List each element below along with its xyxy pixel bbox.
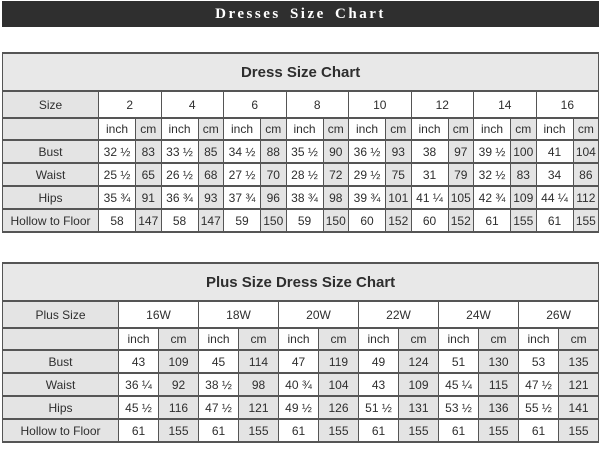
size-row-label: Plus Size	[3, 301, 119, 328]
inch-value-cell: 61	[536, 209, 573, 232]
unit-cm-cell: cm	[136, 118, 162, 140]
inch-value-cell: 61	[519, 419, 559, 442]
inch-value-cell: 53 ½	[439, 396, 479, 419]
unit-inch-cell: inch	[99, 118, 136, 140]
inch-value-cell: 61	[359, 419, 399, 442]
cm-value-cell: 105	[448, 186, 474, 209]
inch-value-cell: 61	[279, 419, 319, 442]
cm-value-cell: 155	[511, 209, 537, 232]
row-label-cell: Waist	[3, 373, 119, 396]
inch-value-cell: 60	[411, 209, 448, 232]
inch-value-cell: 25 ½	[99, 163, 136, 186]
cm-value-cell: 155	[159, 419, 199, 442]
table-title-row	[3, 53, 599, 91]
cm-value-cell: 141	[559, 396, 599, 419]
size-value-cell: 22W	[359, 301, 439, 328]
cm-value-cell: 121	[239, 396, 279, 419]
cm-value-cell: 114	[239, 350, 279, 373]
unit-inch-cell: inch	[536, 118, 573, 140]
unit-cm-cell: cm	[559, 328, 599, 350]
cm-value-cell: 131	[399, 396, 439, 419]
inch-value-cell: 37 ¾	[224, 186, 261, 209]
cm-value-cell: 109	[511, 186, 537, 209]
unit-row	[3, 118, 599, 140]
cm-value-cell: 155	[559, 419, 599, 442]
unit-inch-cell: inch	[279, 328, 319, 350]
inch-value-cell: 47 ½	[199, 396, 239, 419]
cm-value-cell: 68	[198, 163, 224, 186]
size-value-cell: 10	[349, 91, 412, 118]
size-value-cell: 20W	[279, 301, 359, 328]
cm-value-cell: 104	[319, 373, 359, 396]
size-value-cell: 16	[536, 91, 599, 118]
unit-inch-cell: inch	[474, 118, 511, 140]
cm-value-cell: 147	[198, 209, 224, 232]
inch-value-cell: 45 ¼	[439, 373, 479, 396]
dress-size-chart-table	[2, 52, 599, 233]
unit-inch-cell: inch	[359, 328, 399, 350]
unit-inch-cell: inch	[199, 328, 239, 350]
plus-size-dress-size-chart-table	[2, 262, 599, 443]
size-value-cell: 16W	[119, 301, 199, 328]
inch-value-cell: 61	[119, 419, 159, 442]
cm-value-cell: 112	[573, 186, 599, 209]
cm-value-cell: 91	[136, 186, 162, 209]
cm-value-cell: 150	[261, 209, 287, 232]
unit-cm-cell: cm	[239, 328, 279, 350]
inch-value-cell: 47	[279, 350, 319, 373]
page-title-bar	[2, 1, 599, 27]
measurement-row	[3, 419, 599, 442]
inch-value-cell: 36 ¾	[161, 186, 198, 209]
inch-value-cell: 42 ¾	[474, 186, 511, 209]
inch-value-cell: 44 ¼	[536, 186, 573, 209]
size-row	[3, 301, 599, 328]
size-value-cell: 18W	[199, 301, 279, 328]
cm-value-cell: 152	[448, 209, 474, 232]
cm-value-cell: 98	[239, 373, 279, 396]
cm-value-cell: 155	[399, 419, 439, 442]
inch-value-cell: 59	[224, 209, 261, 232]
cm-value-cell: 101	[386, 186, 412, 209]
cm-value-cell: 155	[319, 419, 359, 442]
unit-inch-cell: inch	[161, 118, 198, 140]
cm-value-cell: 86	[573, 163, 599, 186]
cm-value-cell: 152	[386, 209, 412, 232]
inch-value-cell: 38 ¾	[286, 186, 323, 209]
inch-value-cell: 39 ½	[474, 140, 511, 163]
unit-inch-cell: inch	[411, 118, 448, 140]
inch-value-cell: 35 ½	[286, 140, 323, 163]
unit-cm-cell: cm	[386, 118, 412, 140]
size-value-cell: 26W	[519, 301, 599, 328]
inch-value-cell: 61	[474, 209, 511, 232]
inch-value-cell: 36 ½	[349, 140, 386, 163]
inch-value-cell: 34	[536, 163, 573, 186]
cm-value-cell: 121	[559, 373, 599, 396]
cm-value-cell: 97	[448, 140, 474, 163]
inch-value-cell: 36 ¼	[119, 373, 159, 396]
cm-value-cell: 115	[479, 373, 519, 396]
inch-value-cell: 31	[411, 163, 448, 186]
cm-value-cell: 65	[136, 163, 162, 186]
measurement-row	[3, 373, 599, 396]
inch-value-cell: 38	[411, 140, 448, 163]
inch-value-cell: 29 ½	[349, 163, 386, 186]
size-value-cell: 4	[161, 91, 224, 118]
cm-value-cell: 155	[239, 419, 279, 442]
cm-value-cell: 126	[319, 396, 359, 419]
inch-value-cell: 32 ½	[99, 140, 136, 163]
cm-value-cell: 155	[479, 419, 519, 442]
unit-inch-cell: inch	[349, 118, 386, 140]
cm-value-cell: 88	[261, 140, 287, 163]
inch-value-cell: 59	[286, 209, 323, 232]
inch-value-cell: 53	[519, 350, 559, 373]
row-label-cell: Waist	[3, 163, 99, 186]
unit-cm-cell: cm	[479, 328, 519, 350]
inch-value-cell: 49	[359, 350, 399, 373]
measurement-row	[3, 396, 599, 419]
size-value-cell: 24W	[439, 301, 519, 328]
cm-value-cell: 147	[136, 209, 162, 232]
row-label-cell: Hips	[3, 186, 99, 209]
inch-value-cell: 51 ½	[359, 396, 399, 419]
unit-cm-cell: cm	[261, 118, 287, 140]
cm-value-cell: 155	[573, 209, 599, 232]
unit-cm-cell: cm	[319, 328, 359, 350]
cm-value-cell: 135	[559, 350, 599, 373]
cm-value-cell: 75	[386, 163, 412, 186]
unit-cm-cell: cm	[511, 118, 537, 140]
cm-value-cell: 93	[198, 186, 224, 209]
inch-value-cell: 41 ¼	[411, 186, 448, 209]
unit-cm-cell: cm	[573, 118, 599, 140]
inch-value-cell: 60	[349, 209, 386, 232]
cm-value-cell: 130	[479, 350, 519, 373]
row-label-cell: Bust	[3, 140, 99, 163]
inch-value-cell: 51	[439, 350, 479, 373]
inch-value-cell: 43	[119, 350, 159, 373]
cm-value-cell: 150	[323, 209, 349, 232]
size-value-cell: 14	[474, 91, 537, 118]
row-label-cell: Hips	[3, 396, 119, 419]
page-title: Dresses Size Chart	[215, 6, 386, 22]
cm-value-cell: 85	[198, 140, 224, 163]
cm-value-cell: 70	[261, 163, 287, 186]
cm-value-cell: 92	[159, 373, 199, 396]
unit-cm-cell: cm	[448, 118, 474, 140]
inch-value-cell: 61	[199, 419, 239, 442]
inch-value-cell: 45	[199, 350, 239, 373]
cm-value-cell: 96	[261, 186, 287, 209]
unit-cm-cell: cm	[399, 328, 439, 350]
row-label-cell: Hollow to Floor	[3, 419, 119, 442]
inch-value-cell: 47 ½	[519, 373, 559, 396]
cm-value-cell: 93	[386, 140, 412, 163]
inch-value-cell: 28 ½	[286, 163, 323, 186]
cm-value-cell: 124	[399, 350, 439, 373]
size-value-cell: 6	[224, 91, 287, 118]
cm-value-cell: 90	[323, 140, 349, 163]
measurement-row	[3, 209, 599, 232]
size-value-cell: 8	[286, 91, 349, 118]
inch-value-cell: 58	[99, 209, 136, 232]
unit-cm-cell: cm	[159, 328, 199, 350]
size-value-cell: 2	[99, 91, 162, 118]
unit-row	[3, 328, 599, 350]
inch-value-cell: 26 ½	[161, 163, 198, 186]
measurement-row	[3, 140, 599, 163]
unit-inch-cell: inch	[286, 118, 323, 140]
cm-value-cell: 136	[479, 396, 519, 419]
inch-value-cell: 33 ½	[161, 140, 198, 163]
measurement-row	[3, 163, 599, 186]
inch-value-cell: 40 ¾	[279, 373, 319, 396]
measurement-row	[3, 186, 599, 209]
table-title: Plus Size Dress Size Chart	[3, 263, 599, 301]
inch-value-cell: 38 ½	[199, 373, 239, 396]
cm-value-cell: 109	[159, 350, 199, 373]
measurement-row	[3, 350, 599, 373]
size-row	[3, 91, 599, 118]
cm-value-cell: 83	[511, 163, 537, 186]
cm-value-cell: 119	[319, 350, 359, 373]
cm-value-cell: 79	[448, 163, 474, 186]
inch-value-cell: 58	[161, 209, 198, 232]
cm-value-cell: 72	[323, 163, 349, 186]
inch-value-cell: 35 ¾	[99, 186, 136, 209]
inch-value-cell: 41	[536, 140, 573, 163]
unit-inch-cell: inch	[519, 328, 559, 350]
inch-value-cell: 34 ½	[224, 140, 261, 163]
unit-row-spacer	[3, 328, 119, 350]
unit-cm-cell: cm	[323, 118, 349, 140]
unit-row-spacer	[3, 118, 99, 140]
unit-inch-cell: inch	[224, 118, 261, 140]
unit-inch-cell: inch	[439, 328, 479, 350]
row-label-cell: Bust	[3, 350, 119, 373]
inch-value-cell: 45 ½	[119, 396, 159, 419]
inch-value-cell: 39 ¾	[349, 186, 386, 209]
cm-value-cell: 100	[511, 140, 537, 163]
inch-value-cell: 43	[359, 373, 399, 396]
cm-value-cell: 83	[136, 140, 162, 163]
cm-value-cell: 109	[399, 373, 439, 396]
table-title: Dress Size Chart	[3, 53, 599, 91]
table-title-row	[3, 263, 599, 301]
cm-value-cell: 116	[159, 396, 199, 419]
cm-value-cell: 98	[323, 186, 349, 209]
unit-inch-cell: inch	[119, 328, 159, 350]
inch-value-cell: 32 ½	[474, 163, 511, 186]
inch-value-cell: 27 ½	[224, 163, 261, 186]
size-value-cell: 12	[411, 91, 474, 118]
unit-cm-cell: cm	[198, 118, 224, 140]
size-row-label: Size	[3, 91, 99, 118]
cm-value-cell: 104	[573, 140, 599, 163]
row-label-cell: Hollow to Floor	[3, 209, 99, 232]
inch-value-cell: 61	[439, 419, 479, 442]
inch-value-cell: 55 ½	[519, 396, 559, 419]
inch-value-cell: 49 ½	[279, 396, 319, 419]
